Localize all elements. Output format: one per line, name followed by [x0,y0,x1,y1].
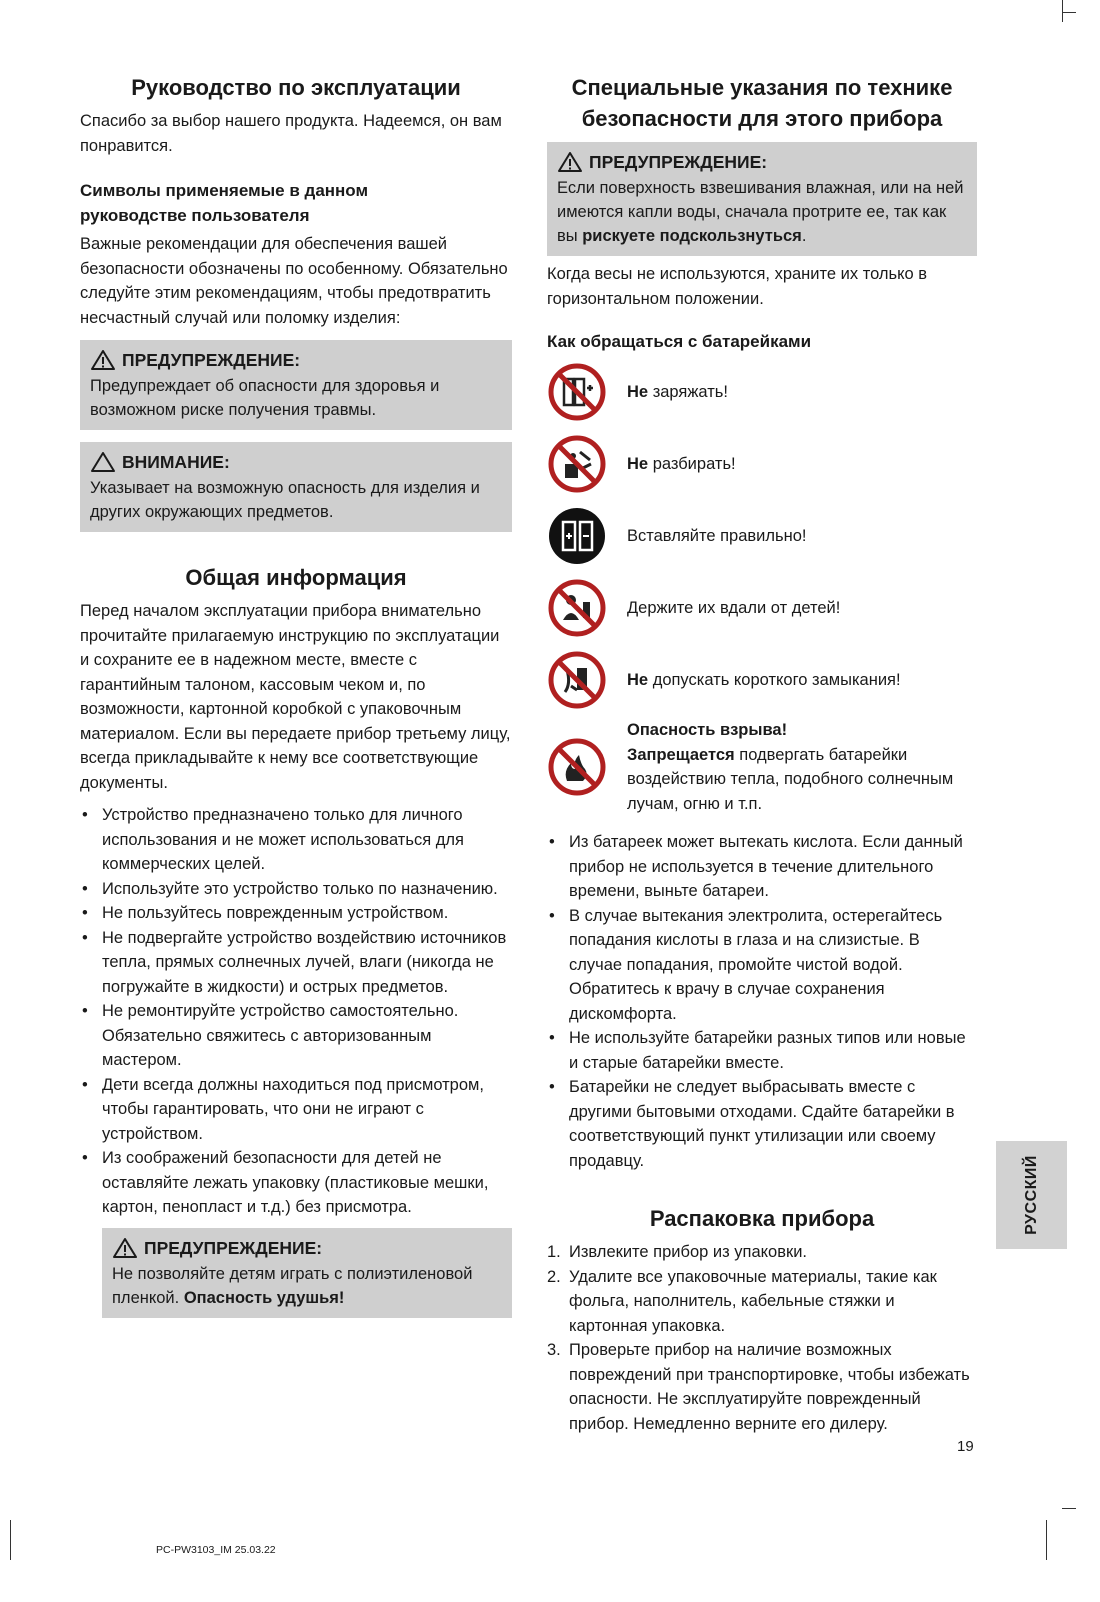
intro-text: Спасибо за выбор нашего продукта. Надеемся, он вам понравится. [80,112,502,155]
left-column [80,72,512,1318]
list-item: • Батарейки не следует выбрасывать вместе с другими бытовыми отходами. Сдайте батарейки в соответствующий пункт утилизации или своему продавцу. [547,1075,977,1173]
explosion-rule [547,718,977,816]
slip-warning-title [557,148,967,176]
list-item: • Не подвергайте устройство воздействию источников тепла, прямых солнечных лучей, влаги (никогда не погружайте в жидкости) и острых предметов. [80,926,512,1000]
battery-rule [547,362,977,422]
keep-from-children-icon [547,578,607,638]
list-item: • Дети всегда должны находиться под присмотром, чтобы гарантировать, что они не играют с устройством. [80,1073,512,1147]
general-title: Общая информация [185,565,407,590]
caution-title [90,448,502,476]
language-label: РУССКИЙ [1022,1155,1040,1235]
list-item: 1. Извлеките прибор из упаковки. [547,1243,807,1261]
battery-rule-text: Вставляйте правильно! [627,526,807,545]
child-warning-title [112,1234,502,1262]
list-item: • В случае вытекания электролита, остерегайтесь попадания кислоты в глаза и на слизистые. В случае попадания, промойте чистой водой. Обратитесь к врачу в случае сохранения дискомфорта. [547,904,977,1027]
battery-rule [547,434,977,494]
manual-title: Руководство по эксплуатации [131,75,461,100]
battery-rule [547,506,977,566]
crop-mark [10,1520,11,1560]
caution-label: ВНИМАНИЕ: [122,452,230,472]
unpacking-steps [547,1240,977,1436]
list-item: • Не используйте батарейки разных типов или новые и старые батарейки вместе. [547,1026,977,1075]
footer-code: PC-PW3103_IM 25.03.22 [156,1544,276,1556]
storage-text: Когда весы не используются, храните их только в горизонтальном положении. [547,265,928,308]
list-item: • Не пользуйтесь поврежденным устройством. [80,901,512,926]
suffocation-danger: Опасность удушья! [183,1288,345,1307]
warning-box [80,340,512,430]
list-item: • Не ремонтируйте устройство самостоятельно. Обязательно свяжитесь с авторизованным мастером. [80,999,512,1073]
warning-label: ПРЕДУПРЕЖДЕНИЕ: [589,152,768,172]
no-charge-icon [547,362,607,422]
general-bullets [80,803,512,1220]
warning-label: ПРЕДУПРЕЖДЕНИЕ: [122,350,301,370]
right-column [547,72,977,1436]
slip-warning-text: Если поверхность взвешивания влажная, или на ней имеются капли воды, сначала протрите ее, так как вы рискуете подскользнуться. [557,179,964,245]
warning-triangle-icon [557,151,583,173]
child-warning-box [102,1228,512,1318]
general-text: Перед началом эксплуатации прибора внимательно прочитайте прилагаемую инструкцию по эксплуатации и сохраните ее в надежном месте, вместе с гарантийным талоном, кассовым чеком и, по возможности, картонной коробкой с упаковочным материалом. Если вы передаете прибор третьему лицу, всегда прикладывайте к нему все соответствующие документы. [80,602,511,792]
battery-rule-text: Держите их вдали от детей! [627,598,841,617]
battery-rule-text: Не допускать короткого замыкания! [627,670,901,689]
symbols-heading: Символы применяемые в данном руководстве пользователя [80,181,369,225]
crop-mark [1046,1520,1047,1560]
battery-rule-text: Не заряжать! [627,382,728,401]
explosion-text: Опасность взрыва! Запрещается подвергать батарейки воздействию тепла, подобного солнечным лучам, огню и т.п. [627,718,977,816]
caution-triangle-icon [90,451,116,473]
symbols-text: Важные рекомендации для обеспечения вашей безопасности обозначены по особенному. Обязательно следуйте этим рекомендациям, чтобы предотвратить несчастный случай или поломку изделия: [80,235,508,327]
list-item: 3. Проверьте прибор на наличие возможных повреждений при транспортировке, чтобы избежать опасности. Не эксплуатируйте поврежденный прибор. Немедленно верните его дилеру. [547,1341,970,1433]
slip-warning-box [547,142,977,256]
caution-text: Указывает на возможную опасность для изделия и других окружающих предметов. [90,479,480,521]
warning-title [90,346,502,374]
warning-triangle-icon [90,349,116,371]
warning-label: ПРЕДУПРЕЖДЕНИЕ: [144,1237,323,1258]
crop-mark [1062,0,1063,22]
caution-box [80,442,512,532]
special-title: Специальные указания по технике безопасности для этого прибора [571,75,953,131]
unpacking-title: Распаковка прибора [649,1206,875,1231]
list-item: • Используйте это устройство только по назначению. [80,877,512,902]
child-warning-text: Не позволяйте детям играть с полиэтиленовой пленкой. Опасность удушья! [112,1264,473,1307]
battery-rule [547,650,977,710]
language-tab [996,1141,1067,1249]
insert-correctly-icon [547,506,607,566]
no-disassemble-icon [547,434,607,494]
list-item: • Устройство предназначено только для личного использования и не может использоваться для коммерческих целей. [80,803,512,877]
no-short-circuit-icon [547,650,607,710]
battery-rule [547,578,977,638]
crop-mark [1062,1508,1076,1509]
list-item: 2. Удалите все упаковочные материалы, такие как фольга, наполнитель, кабельные стяжки и картонная упаковка. [547,1267,937,1335]
explosion-title: Опасность взрыва! [627,721,788,739]
no-heat-icon [547,737,607,797]
warning-triangle-icon [112,1237,138,1259]
battery-rule-text: Не разбирать! [627,454,736,473]
battery-bullets [547,830,977,1173]
warning-text: Предупреждает об опасности для здоровья и возможном риске получения травмы. [90,377,440,419]
batteries-heading: Как обращаться с батарейками [547,332,812,351]
page-number: 19 [957,1438,974,1455]
list-item: • Из батареек может вытекать кислота. Если данный прибор не используется в течение длительного времени, выньте батареи. [547,830,977,904]
list-item: • Из соображений безопасности для детей не оставляйте лежать упаковку (пластиковые мешки, картон, пенопласт и т.д.) без присмотра. [80,1146,512,1220]
crop-mark [1062,12,1076,13]
